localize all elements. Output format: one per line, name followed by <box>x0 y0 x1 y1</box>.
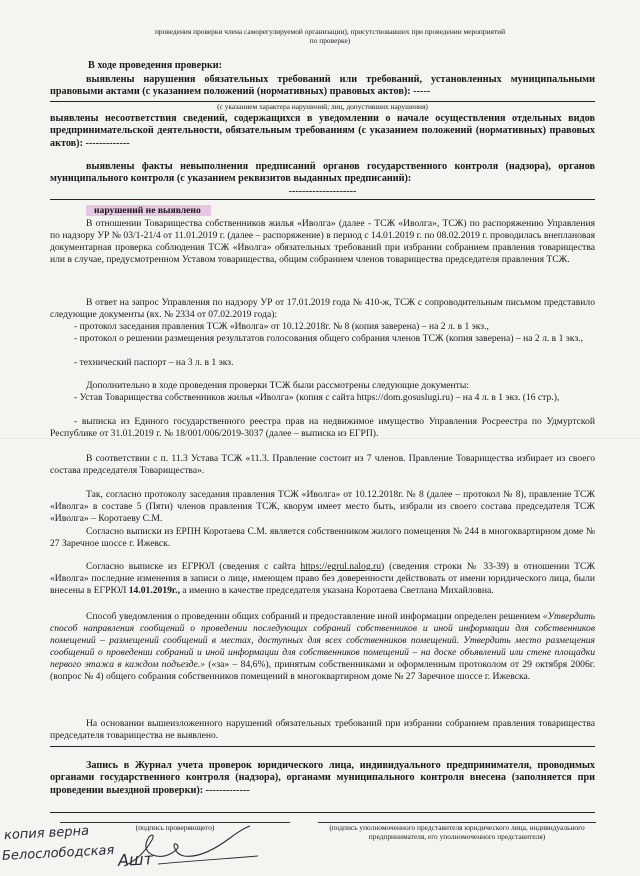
journal-text: Запись в Журнал учета проверок юридического лица, индивидуального предпринимателя, проводимых органами государственного контроля (надзора), органами муниципального контроля внесена (заполняется при проведении выездной проверки): ------------- <box>50 760 595 796</box>
paragraph-5: Так, согласно протоколу заседания правления ТСЖ «Иволга» от 10.12.2018г. № 8 (далее – протокол № 8), правление ТСЖ «Иволга» в составе 5 (Пяти) членов правления ТСЖ, кворум имеет место быть, избрали из своего состава председателя ТСЖ «Иволга» – Коротаеву С.М. <box>50 489 595 524</box>
paragraph-1: В отношении Товарищества собственников жилья «Иволга» (далее - ТСЖ «Иволга», ТСЖ) по распоряжению Управления по надзору УР № 03/1-21/4 от 11.01.2019 г. (далее – распоряжение) в период с 14.01.2019 г. по 08.02.2019 г. проводилась внеплановая документарная проверка соблюдения ТСЖ «Иволга» обязательных требований при избрании собранием правления товарищества или в случае, предусмотренном Уставом товарищества, общим собранием членов товарищества председателя правления ТСЖ. <box>50 218 595 265</box>
orders-text: выявлены факты невыполнения предписаний органов государственного контроля (надзора), органов муниципального контроля (с указанием реквизитов выданных предписаний): <box>50 161 595 185</box>
inconsistencies-text: выявлены несоответствия сведений, содержащихся в уведомлении о начале осуществления отдельных видов предпринимательской деятельности, обязательным требованиям (с указанием положений (нормативных) правовых актов): ------------- <box>50 113 595 149</box>
violations-caption: (с указанием характера нарушений; лиц, допустивших нарушения) <box>217 102 428 111</box>
paragraph-3: Дополнительно в ходе проведения проверки ТСЖ были рассмотрены следующие документы: <box>86 380 469 391</box>
paragraph-2-item-3: - технический паспорт – на 3 л. в 1 экз. <box>74 357 234 368</box>
divider <box>50 812 595 813</box>
inspector-signature-caption: (подпись проверяющего) <box>135 823 215 832</box>
representative-signature-caption: (подпись уполномоченного представителя юридического лица, индивидуального предпринимателя, его уполномоченного представителя) <box>329 823 585 841</box>
paragraph-3-item-1: - Устав Товарищества собственников жилья «Иволга» (копия с сайта https://dom.gosuslugi.ru) – на 4 л. в 1 экз. (16 стр.), <box>74 392 560 403</box>
paragraph-6: Согласно выписки из ЕРПН Коротаева С.М. является собственником жилого помещения № 244 в многоквартирном доме № 27 Заречное шоссе г. Ижевск. <box>50 526 595 549</box>
paragraph-9: На основании вышеизложенного нарушений обязательных требований при избрании собранием правления товарищества председателя товарищества не выявлено. <box>50 718 595 741</box>
violations-text: выявлены нарушения обязательных требований или требований, установленных муниципальными правовыми актами (с указанием положений (нормативных) правовых актов): ----- <box>50 74 595 98</box>
paragraph-8: Способ уведомления о проведении общих собраний и предоставление иной информации определен решением «Утвердить способ направления сообщений о проведении последующих собраний собственников и иной информации для собственников помещений – размещений сообщений в местах, доступных для всех собственников помещений. Утвердить место размещения сообщений о проведении собраний и иной информации для собственников помещений – на доске объявлений или стене площадки первого этажа в каждом подъезде.» («за» – 84,6%), принятым собственниками и оформленным протоколом от 29 октября 2006г. (вопрос № 4) общего собрания собственников помещений в многоквартирном доме № 27 Заречное шоссе г. Ижевска. <box>50 611 595 682</box>
paragraph-7: Согласно выписке из ЕГРЮЛ (сведения с сайта https://egrul.nalog.ru) (сведения строки № 33-39) в отношении ТСЖ «Иволга» последние изменения в записи о лице, имеющем право без доверенности действовать от имени юридического лица, были внесены в ЕГРЮЛ 14.01.2019г., а именно в качестве председателя указана Коротаева Светлана Михайловна. <box>50 561 595 596</box>
no-violations-label: нарушений не выявлено <box>86 205 286 217</box>
divider <box>50 746 595 747</box>
during-heading: В ходе проведения проверки: <box>88 60 223 71</box>
handwritten-note-name: Белослободская <box>1 843 115 864</box>
paragraph-3-item-2: - выписка из Единого государственного реестра прав на недвижимое имущество Управления Росреестра по Удмуртской Республике от 31.01.2019 г. № 18/001/006/2019-3037 (далее – выписка из ЕГРП). <box>50 416 595 439</box>
orders-dashes: -------------------- <box>288 186 357 197</box>
handwritten-signature: Ашт <box>117 849 154 870</box>
handwritten-note-copy: копия верна <box>3 823 90 844</box>
paragraph-2-item-2: - протокол о решении размещения результатов голосования общего собрания членов ТСЖ (копия заверена) – на 2 л. в 1 экз., <box>74 333 584 344</box>
paragraph-2-item-1: - протокол заседания правления ТСЖ «Иволга» от 10.12.2018г. № 8 (копия заверена) – на 2 л. в 1 экз., <box>74 321 489 332</box>
top-caption: проведения проверки члена саморегулируемой организации), присутствовавших при проведении мероприятий по проверке) <box>154 27 506 45</box>
signature-scribble-icon <box>118 820 268 876</box>
paragraph-4: В соответствии с п. 11.3 Устава ТСЖ «11.3. Правление состоит из 7 членов. Правление Товарищества избирает из своего состава председателя Товарищества». <box>50 453 595 476</box>
paragraph-2: В ответ на запрос Управления по надзору УР от 17.01.2019 года № 410-ж, ТСЖ с сопроводительным письмом представило следующие документы (вх. № 2334 от 07.02.2019 года): <box>50 297 595 320</box>
divider <box>50 199 595 200</box>
egrul-link[interactable]: https://egrul.nalog.ru <box>300 561 382 572</box>
